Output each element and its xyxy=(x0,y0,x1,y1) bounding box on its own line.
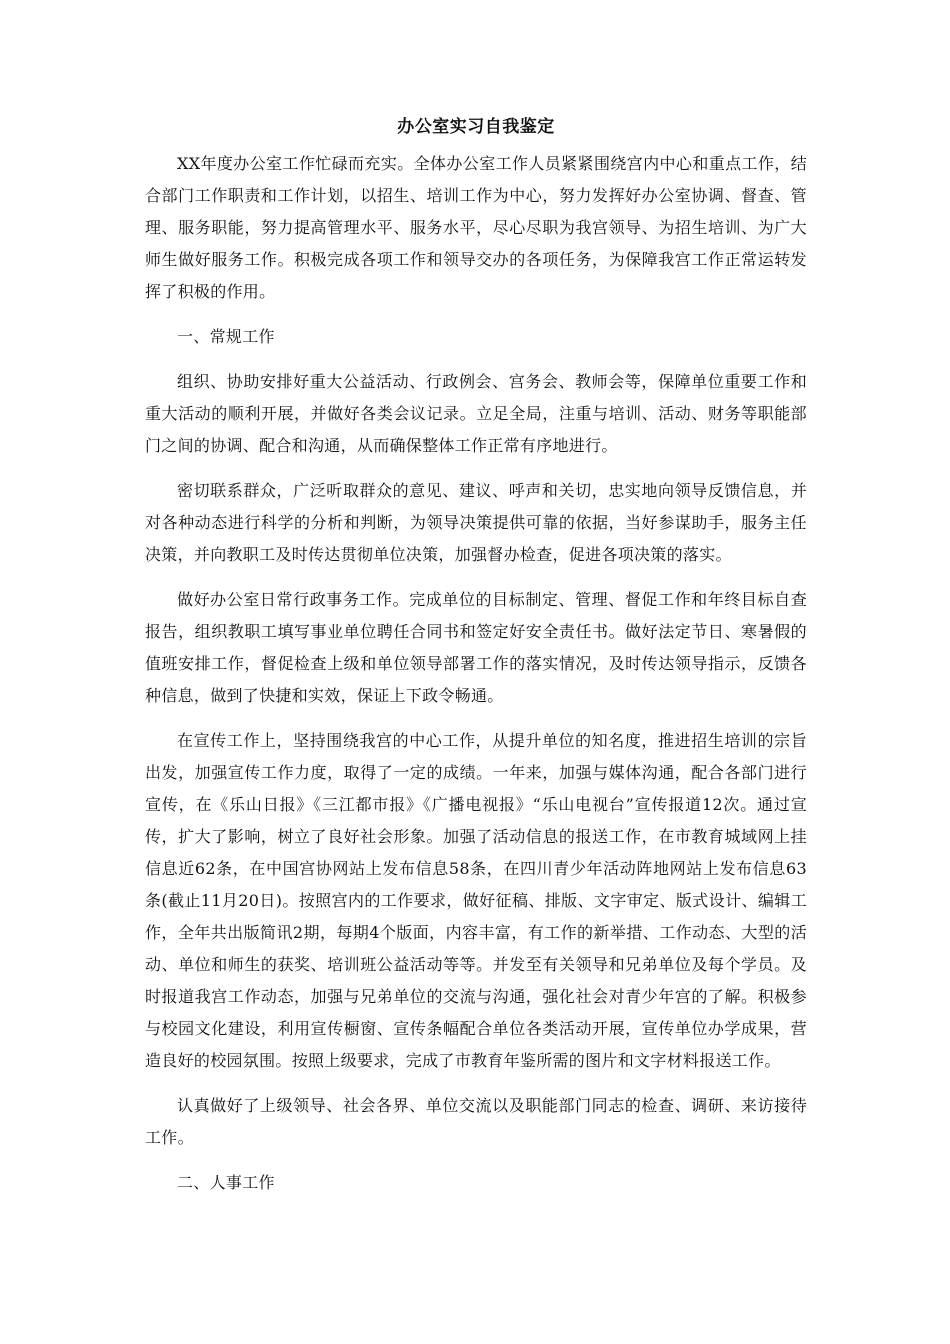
paragraph-daily-affairs: 做好办公室日常行政事务工作。完成单位的目标制定、管理、督促工作和年终目标自查报告，组织教职工填写事业单位聘任合同书和签定好安全责任书。做好法定节日、寒暑假的值班安排工作，督促检查上级和单位领导部署工作的落实情况，及时传达领导指示，反馈各种信息，做到了快捷和实效，保证上下政令畅通。 xyxy=(145,590,807,705)
paragraph-reception: 认真做好了上级领导、社会各界、单位交流以及职能部门同志的检查、调研、来访接待工作。 xyxy=(145,1096,807,1147)
paragraph-meetings: 组织、协助安排好重大公益活动、行政例会、宫务会、教师会等，保障单位重要工作和重大活动的顺利开展，并做好各类会议记录。立足全局，注重与培训、活动、财务等职能部门之间的协调、配合和沟通，从而确保整体工作正常有序地进行。 xyxy=(145,372,807,455)
section-heading-routine-work: 一、常规工作 xyxy=(177,327,275,346)
document-title: 办公室实习自我鉴定 xyxy=(397,117,555,137)
document-page xyxy=(145,112,807,1212)
section-heading-personnel-work: 二、人事工作 xyxy=(177,1173,275,1192)
paragraph-feedback: 密切联系群众，广泛听取群众的意见、建议、呼声和关切，忠实地向领导反馈信息，并对各种动态进行科学的分析和判断，为领导决策提供可靠的依据，当好参谋助手，服务主任决策，并向教职工及时传达贯彻单位决策，加强督办检查，促进各项决策的落实。 xyxy=(145,481,807,564)
paragraph-intro: XX年度办公室工作忙碌而充实。全体办公室工作人员紧紧围绕宫内中心和重点工作，结合部门工作职责和工作计划，以招生、培训工作为中心，努力发挥好办公室协调、督查、管理、服务职能，努力提高管理水平、服务水平，尽心尽职为我宫领导、为招生培训、为广大师生做好服务工作。积极完成各项工作和领导交办的各项任务，为保障我宫工作正常运转发挥了积极的作用。 xyxy=(145,154,807,301)
paragraph-publicity: 在宣传工作上，坚持围绕我宫的中心工作，从提升单位的知名度，推进招生培训的宗旨出发，加强宣传工作力度，取得了一定的成绩。一年来，加强与媒体沟通，配合各部门进行宣传，在《乐山日报》《三江都市报》《广播电视报》“乐山电视台”宣传报道12次。通过宣传，扩大了影响，树立了良好社会形象。加强了活动信息的报送工作，在市教育城域网上挂信息近62条，在中国宫协网站上发布信息58条，在四川青少年活动阵地网站上发布信息63条(截止11月20日)。按照宫内的工作要求，做好征稿、排版、文字审定、版式设计、编辑工作，全年共出版简讯2期，每期4个版面，内容丰富，有工作的新举措、工作动态、大型的活动、单位和师生的获奖、培训班公益活动等等。并发至有关领导和兄弟单位及每个学员。及时报道我宫工作动态，加强与兄弟单位的交流与沟通，强化社会对青少年宫的了解。积极参与校园文化建设，利用宣传橱窗、宣传条幅配合单位各类活动开展，宣传单位办学成果，营造良好的校园氛围。按照上级要求，完成了市教育年鉴所需的图片和文字材料报送工作。 xyxy=(145,731,807,1070)
